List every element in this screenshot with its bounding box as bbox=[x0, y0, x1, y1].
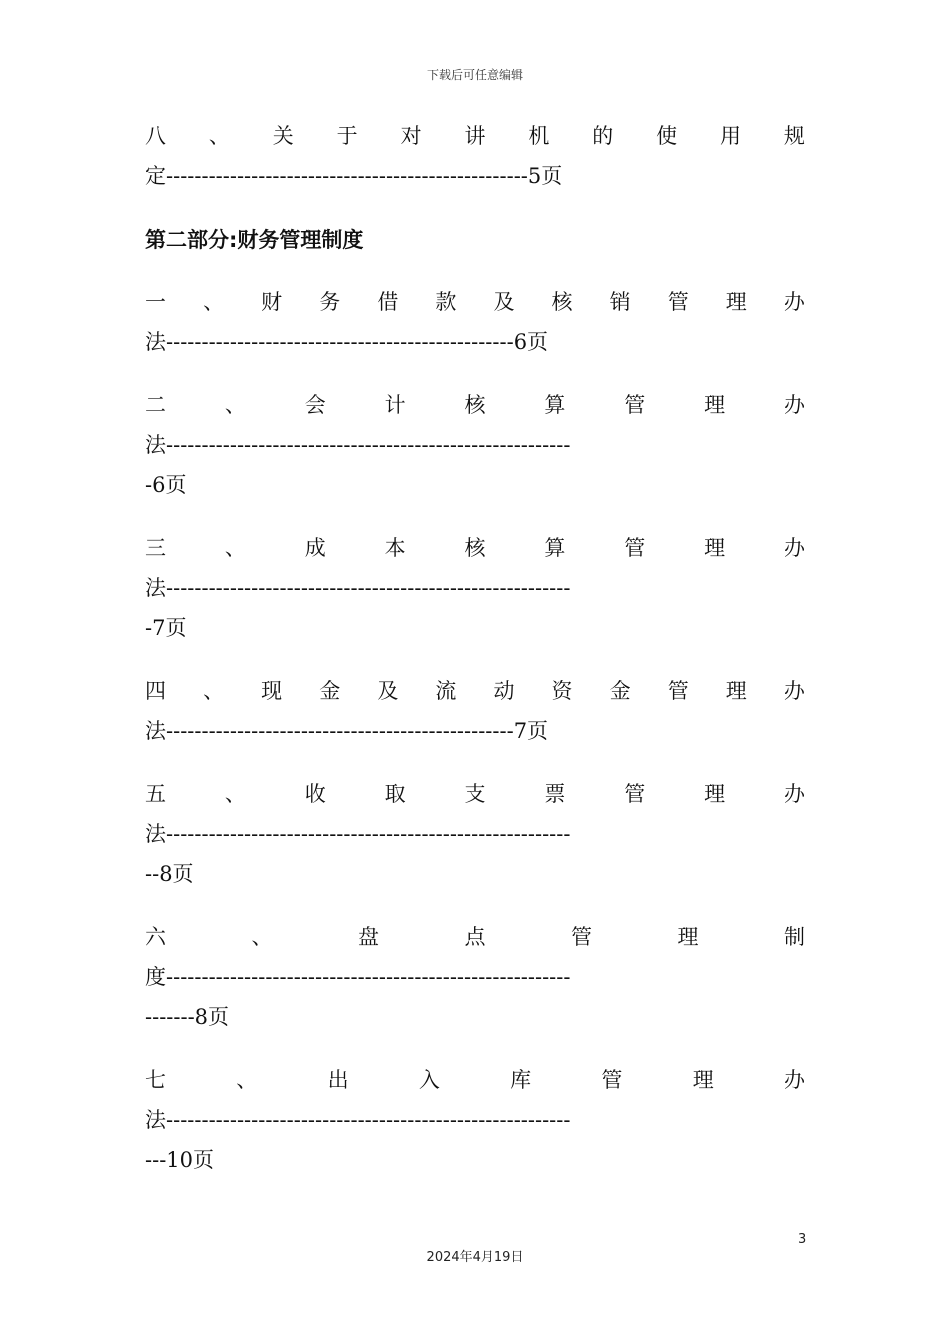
toc-title-char: 讲 bbox=[464, 124, 486, 148]
toc-title-char: 务 bbox=[319, 290, 341, 314]
toc-entry-title bbox=[145, 774, 805, 814]
toc-title-char: 盘 bbox=[358, 925, 379, 949]
page-header: 下载后可任意编辑 bbox=[426, 68, 523, 82]
toc-title-char: 七 bbox=[145, 1068, 166, 1092]
toc-title-char: 及 bbox=[493, 290, 515, 314]
toc-title-char: 本 bbox=[384, 536, 406, 560]
toc-entry-leader-line: --8页 bbox=[145, 862, 194, 886]
toc-title-char: 点 bbox=[464, 925, 486, 949]
toc-entry-leader-line: 法--------------------------------------------------------- bbox=[145, 1108, 571, 1132]
toc-entry bbox=[145, 282, 805, 362]
toc-title-char: 计 bbox=[384, 393, 406, 417]
toc-title-char: 、 bbox=[251, 925, 273, 949]
toc-title-char: 理 bbox=[725, 290, 747, 314]
toc-entry-leader-line: -6页 bbox=[145, 473, 187, 497]
toc-title-char: 管 bbox=[624, 782, 646, 806]
toc-title-char: 金 bbox=[319, 679, 341, 703]
toc-entry-leader-line: 法--------------------------------------------------------- bbox=[145, 822, 571, 846]
toc-title-char: 管 bbox=[601, 1068, 623, 1092]
toc-entry-title bbox=[145, 1060, 805, 1100]
toc-title-char: 管 bbox=[571, 925, 592, 949]
toc-title-char: 理 bbox=[677, 925, 699, 949]
toc-title-char: 管 bbox=[667, 679, 689, 703]
toc-entry bbox=[145, 917, 805, 1037]
toc-title-char: 核 bbox=[551, 290, 573, 314]
toc-title-char: 办 bbox=[784, 393, 805, 417]
toc-title-char: 理 bbox=[692, 1068, 714, 1092]
toc-title-char: 、 bbox=[224, 536, 246, 560]
toc-title-char: 会 bbox=[304, 393, 326, 417]
toc-title-char: 、 bbox=[236, 1068, 258, 1092]
toc-title-char: 财 bbox=[261, 290, 283, 314]
toc-title-char: 支 bbox=[464, 782, 486, 806]
toc-entry bbox=[145, 528, 805, 648]
toc-title-char: 五 bbox=[145, 782, 166, 806]
toc-title-char: 款 bbox=[435, 290, 457, 314]
toc-entry-leader-line: 法-------------------------------------------------7页 bbox=[145, 719, 549, 743]
toc-title-char: 办 bbox=[783, 1068, 805, 1092]
toc-title-char: 理 bbox=[725, 679, 747, 703]
toc-entry-leader-line: 法--------------------------------------------------------- bbox=[145, 433, 571, 457]
toc-title-char: 算 bbox=[544, 536, 566, 560]
toc-entry bbox=[145, 774, 805, 894]
footer-date: 2024年4月19日 bbox=[426, 1250, 524, 1265]
toc-entry bbox=[145, 385, 805, 505]
toc-title-char: 取 bbox=[384, 782, 406, 806]
toc-title-char: 成 bbox=[304, 536, 326, 560]
toc-title-char: 入 bbox=[418, 1068, 440, 1092]
toc-title-char: 出 bbox=[327, 1068, 349, 1092]
toc-title-char: 规 bbox=[783, 124, 805, 148]
toc-title-char: 用 bbox=[720, 124, 742, 148]
toc-title-char: 算 bbox=[544, 393, 566, 417]
toc-title-char: 办 bbox=[784, 782, 805, 806]
toc-entry-title bbox=[145, 917, 805, 957]
toc-title-char: 现 bbox=[261, 679, 283, 703]
toc-title-char: 使 bbox=[656, 124, 678, 148]
toc-title-char: 一 bbox=[145, 290, 166, 314]
toc-title-char: 于 bbox=[336, 124, 358, 148]
toc-title-char: 流 bbox=[435, 679, 457, 703]
toc-entry-leader-line: 法-------------------------------------------------6页 bbox=[145, 330, 549, 354]
toc-title-char: 、 bbox=[224, 782, 246, 806]
toc-entry-leader-line: -7页 bbox=[145, 616, 187, 640]
toc-title-char: 库 bbox=[510, 1068, 532, 1092]
toc-title-char: 核 bbox=[464, 536, 486, 560]
toc-title-char: 制 bbox=[784, 925, 805, 949]
toc-title-char: 三 bbox=[145, 536, 166, 560]
toc-title-char: 对 bbox=[400, 124, 422, 148]
toc-title-char: 、 bbox=[208, 124, 230, 148]
toc-title-char: 六 bbox=[145, 925, 166, 949]
toc-title-char: 机 bbox=[528, 124, 550, 148]
toc-title-char: 四 bbox=[145, 679, 166, 703]
toc-title-char: 理 bbox=[704, 393, 726, 417]
toc-title-char: 管 bbox=[624, 393, 646, 417]
toc-entry-leader-line: 法--------------------------------------------------------- bbox=[145, 576, 571, 600]
toc-entry bbox=[145, 671, 805, 751]
toc-entry-title bbox=[145, 116, 805, 156]
toc-title-char: 理 bbox=[704, 782, 726, 806]
toc-part1-tail bbox=[145, 116, 805, 196]
toc-title-char: 管 bbox=[667, 290, 689, 314]
toc-section-list bbox=[145, 282, 805, 1180]
toc-title-char: 、 bbox=[203, 679, 225, 703]
toc-title-char: 八 bbox=[145, 124, 166, 148]
toc-content bbox=[145, 116, 805, 1203]
toc-entry-title bbox=[145, 282, 805, 322]
toc-title-char: 金 bbox=[609, 679, 631, 703]
toc-entry-title bbox=[145, 385, 805, 425]
toc-entry-leader-line: 定---------------------------------------------------5页 bbox=[145, 164, 563, 188]
toc-title-char: 动 bbox=[493, 679, 515, 703]
toc-title-char: 、 bbox=[203, 290, 225, 314]
toc-title-char: 及 bbox=[377, 679, 399, 703]
toc-title-char: 的 bbox=[592, 124, 614, 148]
toc-entry bbox=[145, 1060, 805, 1180]
toc-title-char: 资 bbox=[551, 679, 573, 703]
toc-entry bbox=[145, 116, 805, 196]
toc-title-char: 关 bbox=[272, 124, 294, 148]
section-title: 第二部分:财务管理制度 bbox=[145, 228, 364, 252]
toc-title-char: 办 bbox=[783, 290, 805, 314]
toc-title-char: 办 bbox=[784, 536, 805, 560]
toc-title-char: 办 bbox=[783, 679, 805, 703]
toc-title-char: 理 bbox=[704, 536, 726, 560]
toc-entry-leader-line: ---10页 bbox=[145, 1148, 215, 1172]
toc-title-char: 销 bbox=[609, 290, 631, 314]
toc-title-char: 核 bbox=[464, 393, 486, 417]
toc-entry-leader-line: 度--------------------------------------------------------- bbox=[145, 965, 571, 989]
toc-entry-leader-line: -------8页 bbox=[145, 1005, 230, 1029]
toc-entry-title bbox=[145, 671, 805, 711]
toc-entry-title bbox=[145, 528, 805, 568]
page-number: 3 bbox=[798, 1232, 807, 1247]
toc-title-char: 借 bbox=[377, 290, 399, 314]
toc-title-char: 票 bbox=[544, 782, 566, 806]
toc-title-char: 、 bbox=[224, 393, 246, 417]
toc-title-char: 二 bbox=[145, 393, 166, 417]
toc-title-char: 收 bbox=[304, 782, 326, 806]
toc-title-char: 管 bbox=[624, 536, 646, 560]
